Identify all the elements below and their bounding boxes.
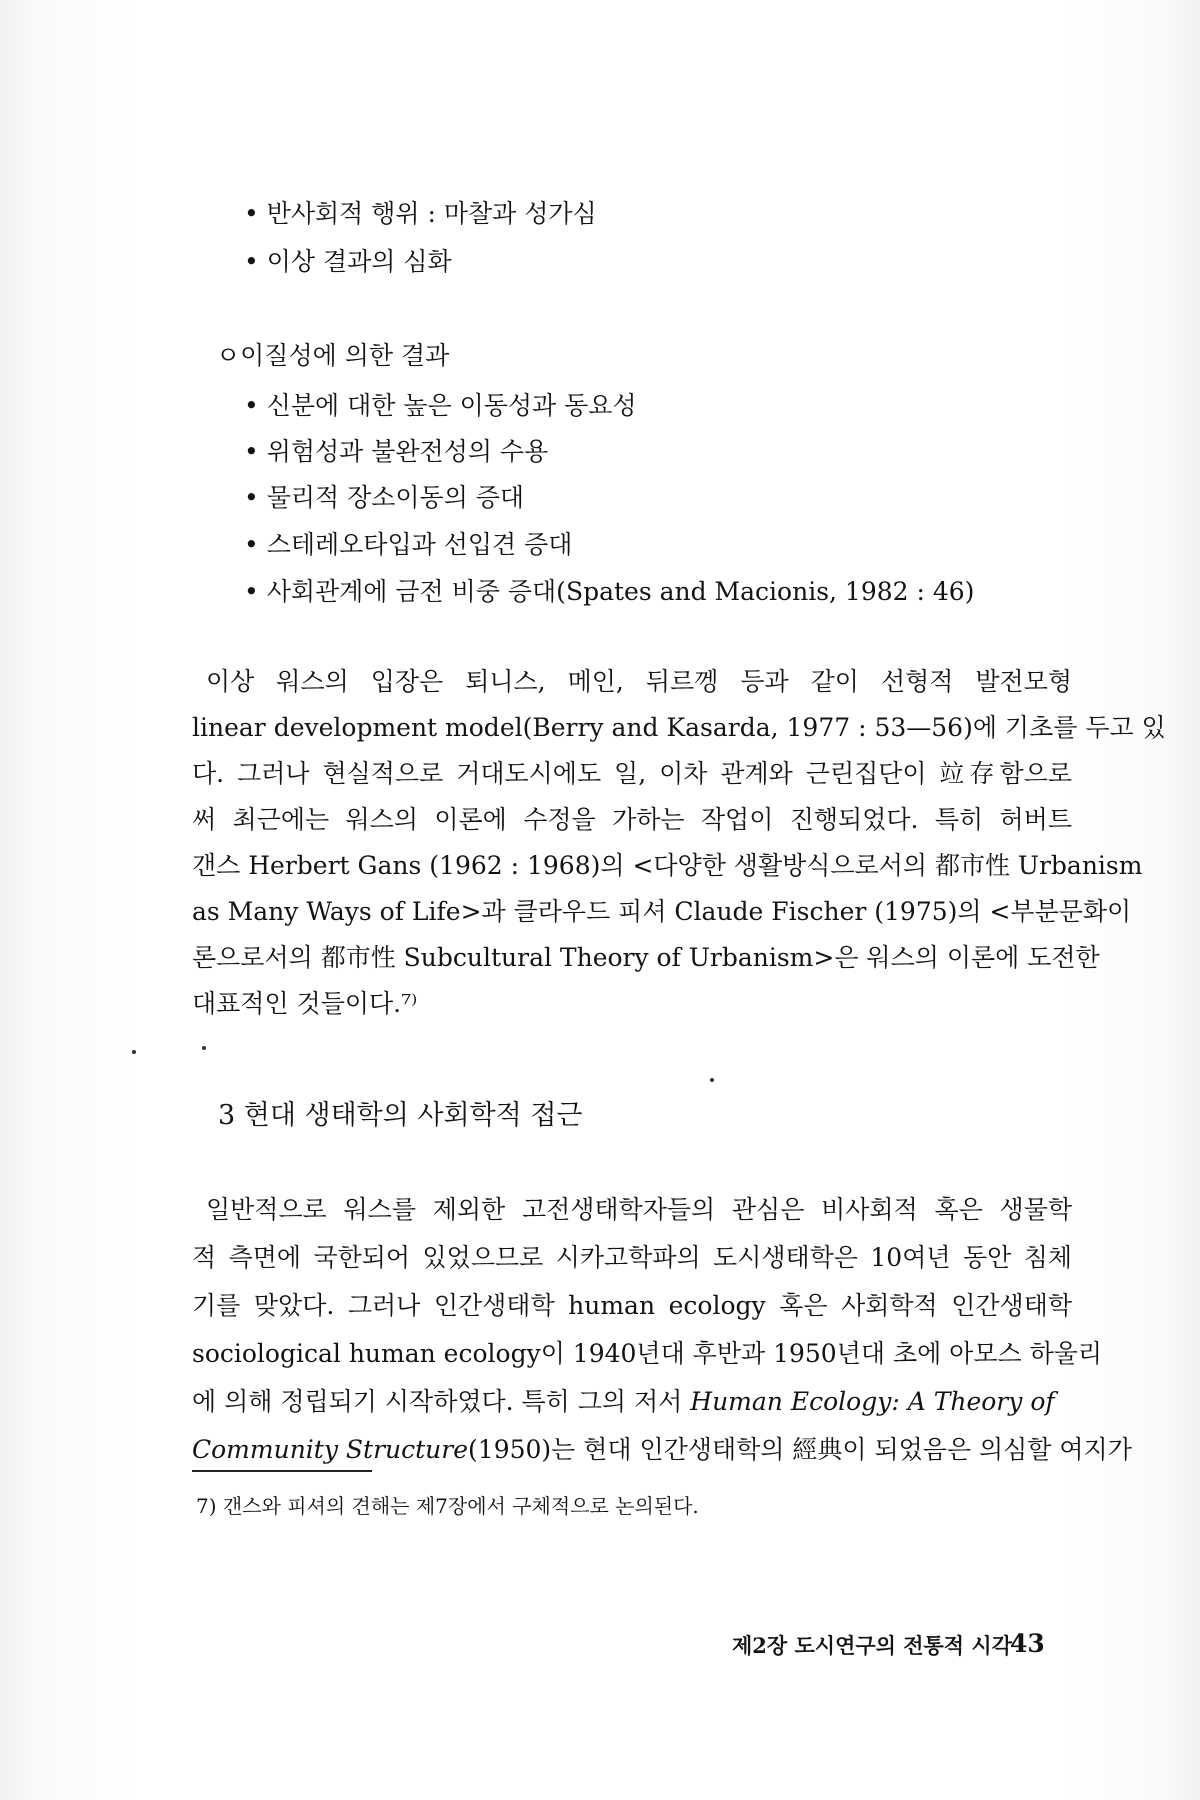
paragraph-line: 이상 워스의 입장은 퇴니스, 메인, 뒤르껭 등과 같이 선형적 발전모형	[206, 667, 1072, 696]
scan-speck	[132, 1050, 136, 1054]
paragraph-line: 다. 그러나 현실적으로 거대도시에도 일, 이차 관계와 근린집단이 竝存함으로	[192, 759, 1072, 788]
bullet-antisocial: • 반사회적 행위 : 마찰과 성가심	[244, 199, 597, 228]
footnote-divider	[192, 1470, 372, 1472]
paragraph-line: sociological human ecology이 1940년대 후반과 1950년대 초에 아모스 하울리	[192, 1339, 1103, 1368]
page-number: 43	[1010, 1629, 1045, 1658]
paragraph-line: linear development model(Berry and Kasarda, 1977 : 53—56)에 기초를 두고 있	[192, 713, 1166, 742]
paragraph-text: (1950)는 현대 인간생태학의 經典이 되었음은 의심할 여지가	[468, 1435, 1132, 1464]
paragraph-line	[192, 1432, 1132, 1468]
paragraph-line	[192, 1384, 1072, 1420]
book-title: Community Structure	[192, 1435, 469, 1464]
footnote-7: 7) 갠스와 피셔의 견해는 제7장에서 구체적으로 논의된다.	[196, 1494, 699, 1518]
book-title: Human Ecology: A Theory of	[690, 1387, 1055, 1416]
running-footer: 제2장 도시연구의 전통적 시각	[732, 1633, 1012, 1658]
section-heterogeneity-title: ㅇ이질성에 의한 결과	[216, 341, 450, 370]
bullet-physical-move: • 물리적 장소이동의 증대	[244, 483, 525, 512]
bullet-stereotype: • 스테레오타입과 선입견 증대	[244, 530, 573, 559]
scan-speck	[710, 1078, 714, 1082]
paragraph-line: 기를 맞았다. 그러나 인간생태학 human ecology 혹은 사회학적 인간생태학	[192, 1291, 1072, 1320]
paragraph-line: 일반적으로 워스를 제외한 고전생태학자들의 관심은 비사회적 혹은 생물학	[206, 1195, 1072, 1224]
paragraph-line: 갠스 Herbert Gans (1962 : 1968)의 <다양한 생활방식으로서의 都市性 Urbanism	[192, 851, 1143, 880]
bullet-mobility: • 신분에 대한 높은 이동성과 동요성	[244, 391, 637, 420]
bullet-deviance: • 이상 결과의 심화	[244, 247, 452, 276]
paragraph-line: 적 측면에 국한되어 있었으므로 시카고학파의 도시생태학은 10여년 동안 침체	[192, 1243, 1072, 1272]
paragraph-line: 써 최근에는 워스의 이론에 수정을 가하는 작업이 진행되었다. 특히 허버트	[192, 805, 1072, 834]
bullet-risk: • 위험성과 불완전성의 수용	[244, 437, 549, 466]
paragraph-line: 론으로서의 都市性 Subcultural Theory of Urbanism>은 워스의 이론에 도전한	[192, 943, 1100, 972]
paragraph-text: 에 의해 정립되기 시작하였다. 특히 그의 저서	[192, 1387, 691, 1416]
paragraph-line: 대표적인 것들이다.⁷⁾	[192, 989, 418, 1018]
section-heading: 3 현대 생태학의 사회학적 접근	[218, 1100, 583, 1131]
paragraph-line: as Many Ways of Life>과 클라우드 피셔 Claude Fischer (1975)의 <부분문화이	[192, 897, 1132, 926]
bullet-money: • 사회관계에 금전 비중 증대(Spates and Macionis, 1982 : 46)	[244, 577, 975, 606]
scan-speck	[202, 1046, 206, 1050]
